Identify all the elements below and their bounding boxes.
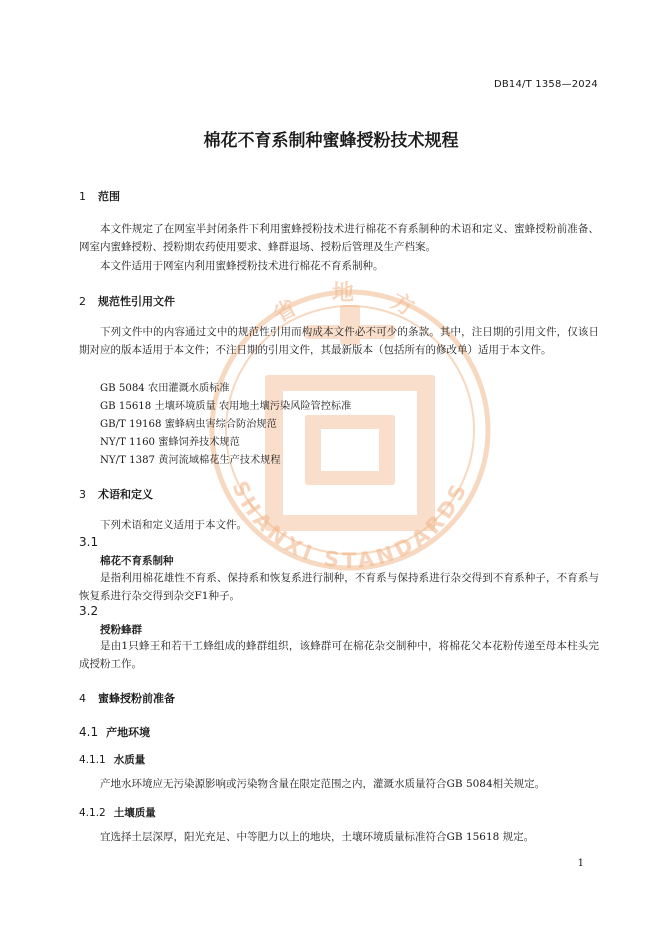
- subsection-number: 4.1: [79, 725, 99, 739]
- term-definition: 是指利用棉花雄性不育系、保持系和恢复系进行制种，不育系与保持系进行杂交得到不育系种子，不育系与恢复系进行杂交得到杂交F1种子。: [79, 572, 599, 602]
- clause-heading: [79, 805, 156, 820]
- term-number: 3.2: [79, 604, 99, 618]
- term-definition: 是由1只蜂王和若干工蜂组成的蜂群组织，该蜂群可在棉花杂交制种中，将棉花父本花粉传递至母本柱头完成授粉工作。: [79, 640, 599, 670]
- section-heading-prep: [79, 690, 175, 706]
- paragraph: 产地水环境应无污染源影响或污染物含量在限定范围之内，灌溉水质量符合GB 5084相关规定。: [100, 778, 546, 790]
- watermark-top-text: 省 地 方: [269, 281, 431, 329]
- reference-item: NY/T 1387 黄河流域棉花生产技术规程: [100, 455, 281, 466]
- subsection-title: 产地环境: [106, 726, 151, 739]
- paragraph: 下列文件中的内容通过文中的规范性引用而构成本文件必不可少的条款。其中，注日期的引用文件，仅该日期对应的版本适用于本文件；不注日期的引用文件，其最新版本（包括所有的修改单）适用于本文件。: [79, 326, 599, 356]
- section-number: 1: [79, 190, 86, 203]
- paragraph: 宜选择土层深厚，阳光充足、中等肥力以上的地块，土壤环境质量标准符合GB 15618 规定。: [100, 831, 535, 843]
- reference-item: NY/T 1160 蜜蜂饲养技术规范: [100, 437, 240, 448]
- section-heading-normative: [79, 293, 175, 309]
- clause-title: 水质量: [113, 754, 146, 766]
- clause-title: 土壤质量: [113, 807, 156, 819]
- watermark-bottom-text: SHANXI STANDARDS: [227, 477, 473, 573]
- clause-number: 4.1.2: [79, 807, 106, 819]
- section-number: 4: [79, 692, 86, 705]
- section-title: 蜜蜂授粉前准备: [98, 692, 175, 705]
- section-title: 范围: [98, 190, 120, 203]
- reference-item: GB 5084 农田灌溉水质标准: [100, 383, 230, 394]
- section-number: 2: [79, 295, 86, 308]
- clause-heading: [79, 752, 145, 767]
- section-heading-scope: [79, 188, 120, 204]
- section-heading-terms: [79, 486, 153, 502]
- term-name: 棉花不育系制种: [100, 555, 174, 567]
- doc-number: DB14/T 1358—2024: [493, 79, 598, 90]
- paragraph: 本文件适用于网室内利用蜜蜂授粉技术进行棉花不育系制种。: [100, 260, 384, 272]
- section-title: 术语和定义: [98, 488, 153, 501]
- page-title: 棉花不育系制种蜜蜂授粉技术规程: [203, 131, 459, 151]
- term-name: 授粉蜂群: [100, 624, 142, 636]
- section-number: 3: [79, 488, 86, 501]
- reference-item: GB 15618 土壤环境质量 农用地土壤污染风险管控标准: [100, 401, 352, 412]
- paragraph: 下列术语和定义适用于本文件。: [100, 519, 247, 531]
- section-title: 规范性引用文件: [98, 295, 175, 308]
- page-number: 1: [577, 858, 584, 869]
- clause-number: 4.1.1: [79, 754, 106, 766]
- paragraph: 本文件规定了在网室半封闭条件下利用蜜蜂授粉技术进行棉花不育系制种的术语和定义、蜜蜂授粉前准备、网室内蜜蜂授粉、授粉期农药使用要求、蜂群退场、授粉后管理及生产档案。: [79, 223, 599, 253]
- reference-item: GB/T 19168 蜜蜂病虫害综合防治规范: [100, 419, 277, 430]
- subsection-heading: [79, 724, 150, 740]
- term-number: 3.1: [79, 535, 99, 549]
